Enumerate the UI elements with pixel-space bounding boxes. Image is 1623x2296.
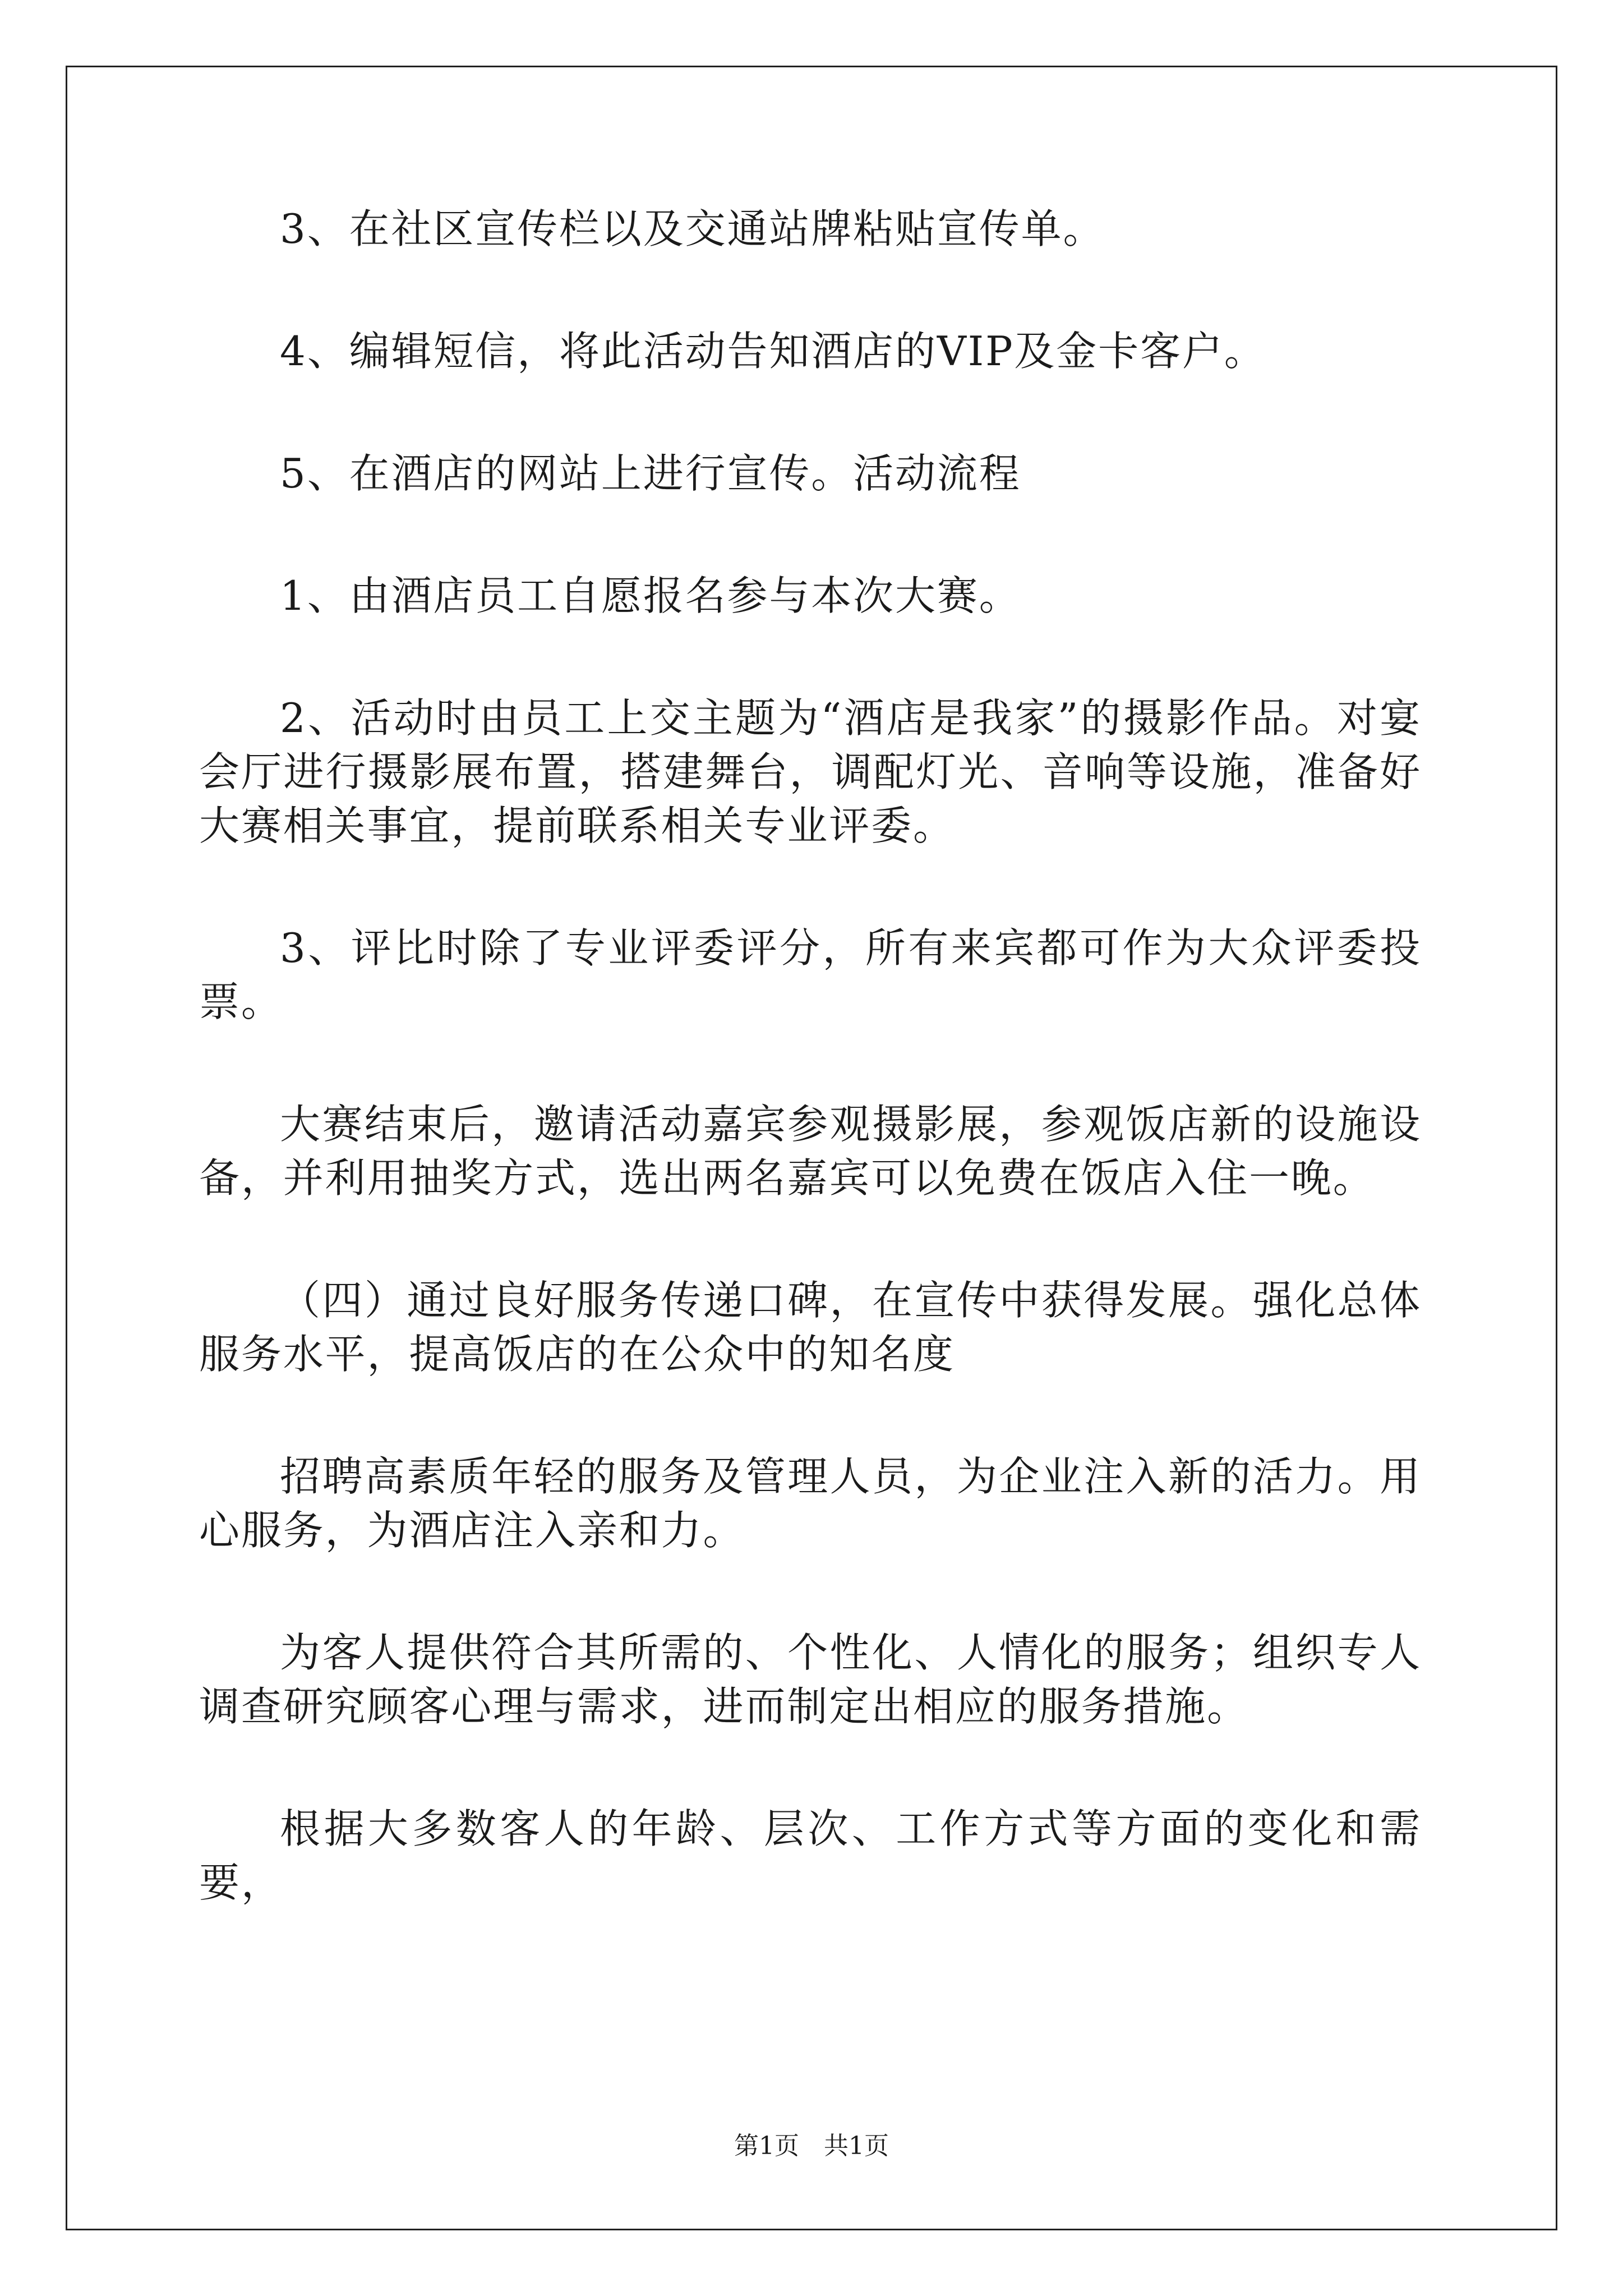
paragraph: 大赛结束后，邀请活动嘉宾参观摄影展，参观饭店新的设施设备，并利用抽奖方式，选出两名嘉宾可以免费在饭店入住一晚。 <box>199 1101 1422 1202</box>
paragraph: 1、由酒店员工自愿报名参与本次大赛。 <box>280 572 1021 619</box>
paragraph: 3、在社区宣传栏以及交通站牌粘贴宣传单。 <box>280 205 1105 252</box>
paragraph: 4、编辑短信，将此活动告知酒店的VIP及金卡客户。 <box>280 328 1266 375</box>
paragraph: （四）通过良好服务传递口碑，在宣传中获得发展。强化总体服务水平，提高饭店的在公众中的知名度 <box>199 1277 1422 1378</box>
paragraph: 为客人提供符合其所需的、个性化、人情化的服务；组织专人调查研究顾客心理与需求，进而制定出相应的服务措施。 <box>199 1629 1422 1730</box>
page-number: 第1页 共1页 <box>734 2132 889 2160</box>
paragraph: 3、评比时除了专业评委评分，所有来宾都可作为大众评委投票。 <box>199 924 1422 1025</box>
paragraph: 根据大多数客人的年龄、层次、工作方式等方面的变化和需要， <box>199 1805 1422 1906</box>
paragraph: 招聘高素质年轻的服务及管理人员，为企业注入新的活力。用心服务，为酒店注入亲和力。 <box>199 1453 1422 1554</box>
document-body <box>199 202 1422 1910</box>
paragraph: 2、活动时由员工上交主题为“酒店是我家”的摄影作品。对宴会厅进行摄影展布置，搭建舞台，调配灯光、音响等设施，准备好大赛相关事宜，提前联系相关专业评委。 <box>199 694 1422 849</box>
paragraph: 5、在酒店的网站上进行宣传。活动流程 <box>280 450 1021 497</box>
